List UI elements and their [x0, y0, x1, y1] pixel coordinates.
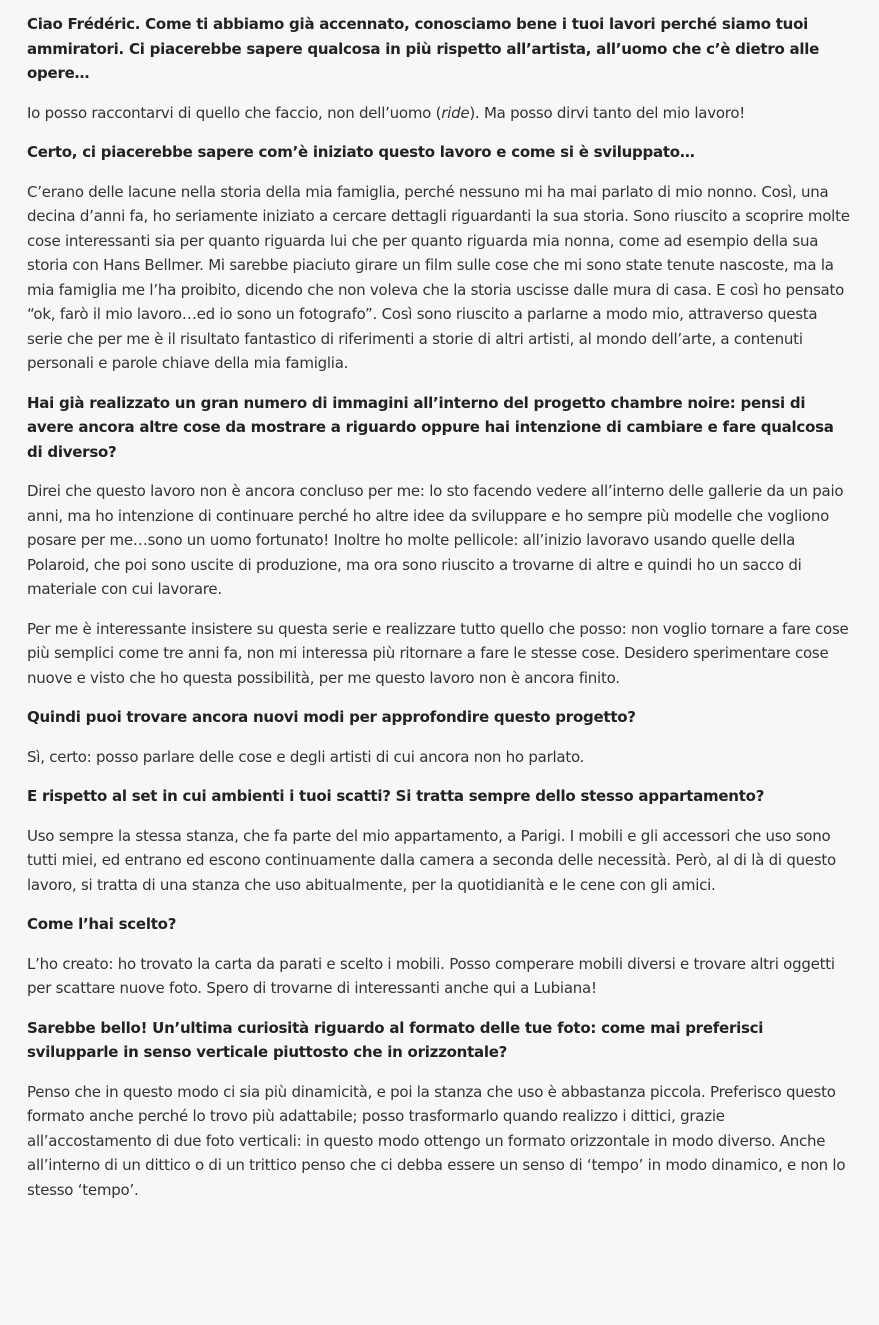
interview-answer: Per me è interessante insistere su questa serie e realizzare tutto quello che posso: non voglio tornare a fare cose più semplici come tre anni fa, non mi interessa più ritornare a fare le stesse cose. Desidero sperimentare cose nuove e visto che ho questa possibilità, per me questo lavoro non è ancora finito. [27, 619, 849, 687]
interview-answer: Sì, certo: posso parlare delle cose e degli artisti di cui ancora non ho parlato. [27, 747, 585, 766]
interview-question: Ciao Frédéric. Come ti abbiamo già accennato, conosciamo bene i tuoi lavori perché siamo tuoi ammiratori. Ci piacerebbe sapere qualcosa in più rispetto all’artista, all’uomo che c’è dietro alle opere… [27, 15, 820, 82]
interview-answer: C’erano delle lacune nella storia della mia famiglia, perché nessuno mi ha mai parlato di mio nonno. Così, una decina d’anni fa, ho seriamente iniziato a cercare dettagli riguardanti la sua storia. Sono riuscito a scoprire molte cose interessanti sia per quanto riguarda lui che per quanto riguarda mia nonna, come ad esempio della sua storia con Hans Bellmer. Mi sarebbe piaciuto girare un film sulle cose che mi sono state tenute nascoste, ma la mia famiglia me l’ha proibito, dicendo che non voleva che la storia uscisse dalle mura di casa. E così ho pensato “ok, farò il mio lavoro…ed io sono un fotografo”. Così sono riuscito a parlarne a modo mio, attraverso questa serie che per me è il risultato fantastico di riferimenti a storie di altri artisti, al mondo dell’arte, a contenuti personali e parole chiave della mia famiglia. [27, 182, 850, 372]
interview-answer [27, 101, 853, 126]
interview-question: Certo, ci piacerebbe sapere com’è iniziato questo lavoro e come si è sviluppato… [27, 143, 695, 161]
interview-answer: Uso sempre la stessa stanza, che fa parte del mio appartamento, a Parigi. I mobili e gli accessori che uso sono tutti miei, ed entrano ed escono continuamente dalla camera a seconda delle necessità. Però, al di là di questo lavoro, si tratta di una stanza che uso abitualmente, per la quotidianità e le cene con gli amici. [27, 826, 836, 894]
interview-answer: Direi che questo lavoro non è ancora concluso per me: lo sto facendo vedere all’interno delle gallerie da un paio anni, ma ho intenzione di continuare perché ho altre idee da sviluppare e ho sempre più modelle che vogliono posare per me…sono un uomo fortunato! Inoltre ho molte pellicole: all’inizio lavoravo usando quelle della Polaroid, che poi sono uscite di produzione, ma ora sono riuscito a trovarne di altre e quindi ho un sacco di materiale con cui lavorare. [27, 482, 844, 598]
interview-question: E rispetto al set in cui ambienti i tuoi scatti? Si tratta sempre dello stesso appartamento? [27, 787, 765, 805]
interview-question: Quindi puoi trovare ancora nuovi modi per approfondire questo progetto? [27, 708, 636, 726]
stage-direction: ride [441, 103, 470, 122]
answer-text: ). Ma posso dirvi tanto del mio lavoro! [469, 103, 746, 122]
interview-answer: L’ho creato: ho trovato la carta da parati e scelto i mobili. Posso comperare mobili diversi e trovare altri oggetti per scattare nuove foto. Spero di trovarne di interessanti anche qui a Lubiana! [27, 954, 835, 997]
interview-question: Hai già realizzato un gran numero di immagini all’interno del progetto chambre noire: pensi di avere ancora altre cose da mostrare a riguardo oppure hai intenzione di cambiare e fare qualcosa di diverso? [27, 393, 834, 461]
interview-question: Come l’hai scelto? [27, 915, 177, 933]
interview-question: Sarebbe bello! Un’ultima curiosità riguardo al formato delle tue foto: come mai preferisci svilupparle in senso verticale piuttosto che in orizzontale? [27, 1018, 764, 1061]
interview-answer: Penso che in questo modo ci sia più dinamicità, e poi la stanza che uso è abbastanza piccola. Preferisco questo formato anche perché lo trovo più adattabile; posso trasformarlo quando realizzo i dittici, grazie all’accostamento di due foto verticali: in questo modo ottengo un formato orizzontale in modo diverso. Anche all’interno di un dittico o di un trittico penso che ci debba essere un senso di ‘tempo’ in modo dinamico, e non lo stesso ‘tempo’. [27, 1082, 846, 1199]
answer-text: Io posso raccontarvi di quello che faccio, non dell’uomo ( [27, 103, 442, 122]
